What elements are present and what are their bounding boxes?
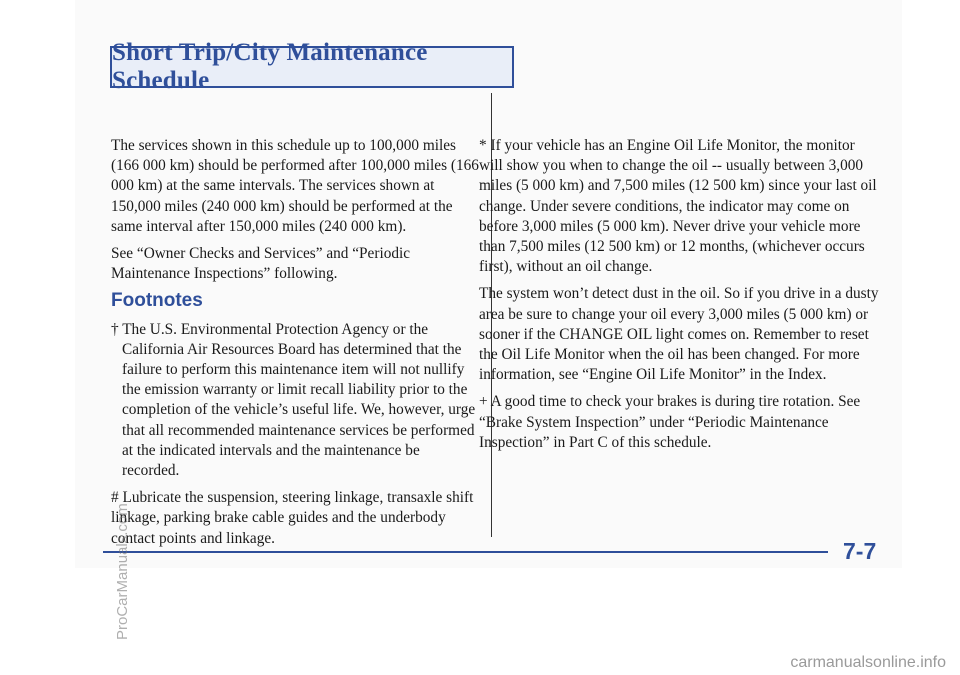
- intro-paragraph: The services shown in this schedule up to 100,000 miles (166 000 km) should be performed after 100,000 miles (166 000 km) at the same intervals. The services shown at 150,000 miles (240 000 km) should be performed at the same interval after 150,000 miles (240 000 km).: [111, 137, 479, 235]
- section-title-box: [110, 39, 514, 94]
- bottom-watermark: carmanualsonline.info: [790, 654, 946, 671]
- right-column: [479, 136, 881, 460]
- page-title: Short Trip/City Maintenance Schedule: [112, 39, 428, 94]
- footnote-oil-monitor: * If your vehicle has an Engine Oil Life Monitor, the monitor will show you when to change the oil -- usually between 3,000 miles (5 000 km) and 7,500 miles (12 500 km) since your last oil change. Under severe conditions, the indicator may come on before 3,000 miles (5 000 km). Never drive your vehicle more than 7,500 miles (12 500 km) or 12 months, (whichever occurs first), without an oil change.: [479, 137, 877, 276]
- footnote-epa: † The U.S. Environmental Protection Agency or the California Air Resources Board has determined that the failure to perform this maintenance item will not nullify the emission warranty or limit recall liability prior to the completion of the vehicle’s useful life. We, however, urge that all recommended maintenance services be performed at the indicated intervals and the maintenance be recorded.: [111, 320, 476, 480]
- see-also-paragraph: See “Owner Checks and Services” and “Periodic Maintenance Inspections” following.: [111, 245, 411, 283]
- dust-note-paragraph: The system won’t detect dust in the oil. So if you drive in a dusty area be sure to change your oil every 3,000 miles (5 000 km) or sooner if the CHANGE OIL light comes on. Remember to reset the Oil Life Monitor when the oil has been changed. For more information, see “Engine Oil Life Monitor” in the Index.: [479, 285, 879, 384]
- footnotes-heading: Footnotes: [111, 290, 203, 312]
- page-number: 7-7: [843, 538, 877, 564]
- footnote-brakes: + A good time to check your brakes is during tire rotation. See “Brake System Inspection” under “Periodic Maintenance Inspection” in Part C of this schedule.: [479, 393, 861, 451]
- left-column: [111, 136, 479, 556]
- side-watermark: ProCarManuals.com: [114, 503, 131, 640]
- footnote-lubricate: # Lubricate the suspension, steering linkage, transaxle shift linkage, parking brake cable guides and the underbody contact points and linkage.: [111, 489, 474, 547]
- footer-rule: [103, 551, 828, 553]
